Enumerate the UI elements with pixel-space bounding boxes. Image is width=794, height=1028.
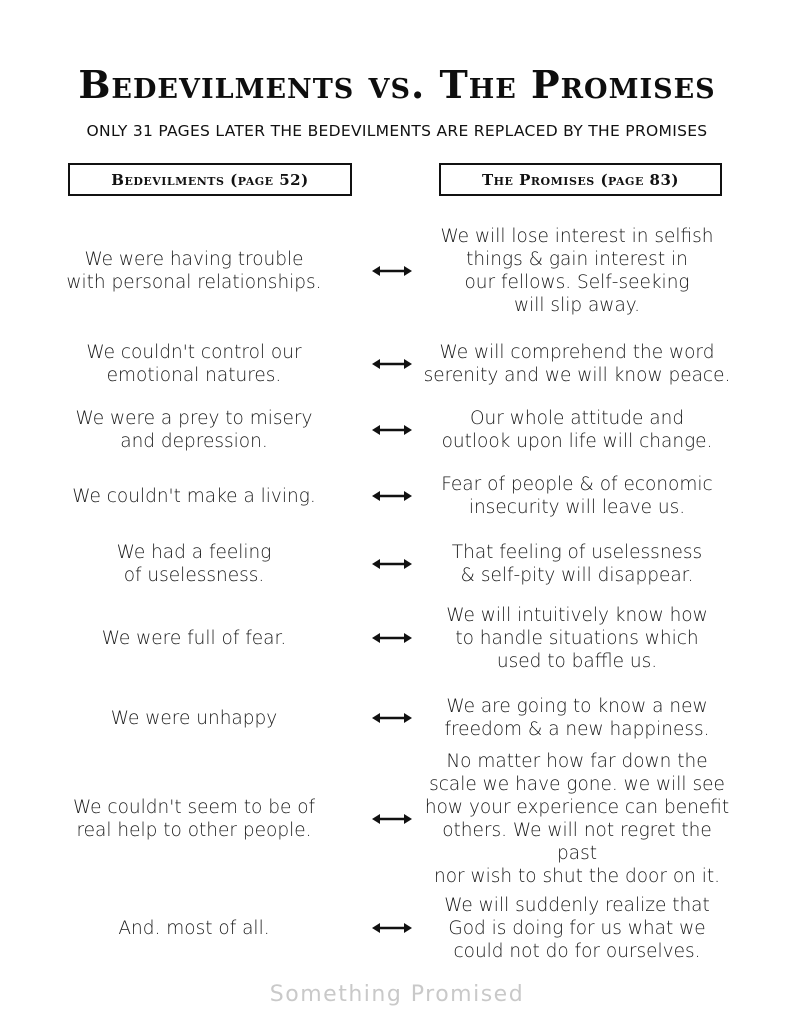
promise-text-content: No matter how far down the scale we have gone. we will see how your experience can benefit others. We will not regret the past nor wish to shut the door on it. — [424, 751, 730, 887]
bedevilment-text — [52, 692, 336, 744]
promise-text — [422, 402, 732, 458]
bedevilment-text — [52, 336, 336, 392]
double-arrow-icon — [372, 358, 412, 370]
promise-text-content: That feeling of uselessness & self-pity will disappear. — [451, 542, 703, 586]
promise-text-content: We are going to know a new freedom & a new happiness. — [444, 696, 710, 740]
footer-watermark: Something Promised — [269, 982, 525, 1007]
promise-text-content: We will lose interest in selfish things & gain interest in our fellows. Self-seeking will slip away. — [440, 226, 714, 316]
double-arrow-icon — [372, 632, 412, 644]
promise-text — [422, 222, 732, 320]
promise-text-content: We will suddenly realize that God is doing for us what we could not do for ourselves. — [444, 894, 710, 962]
comparison-row — [0, 692, 794, 744]
bedevilment-text-content: We were a prey to misery and depression. — [75, 408, 313, 452]
bedevilment-text-content: We had a feeling of uselessness. — [116, 542, 272, 586]
comparison-row — [0, 892, 794, 964]
comparison-row — [0, 402, 794, 458]
promise-text — [422, 692, 732, 744]
comparison-row — [0, 536, 794, 592]
bedevilment-text-content: We couldn't make a living. — [72, 485, 316, 507]
promise-text-content: We will comprehend the word serenity and we will know peace. — [423, 342, 731, 386]
bedevilment-text — [52, 402, 336, 458]
promise-text — [422, 892, 732, 964]
bedevilment-text-content: We were full of fear. — [101, 627, 287, 649]
bedevilment-text — [52, 760, 336, 878]
comparison-row — [0, 470, 794, 522]
bedevilment-text — [52, 536, 336, 592]
bedevilment-text-content: We were having trouble with personal relationships. — [66, 249, 322, 293]
comparison-row — [0, 336, 794, 392]
promise-text-content: We will intuitively know how to handle situations which used to baffle us. — [446, 604, 708, 672]
bedevilment-text-content: And. most of all. — [118, 917, 270, 939]
bedevilment-text — [52, 600, 336, 676]
promise-text-content: Our whole attitude and outlook upon life will change. — [441, 408, 713, 452]
promise-text — [422, 600, 732, 676]
double-arrow-icon — [372, 712, 412, 724]
bedevilment-text-content: We couldn't control our emotional natures. — [86, 342, 302, 386]
double-arrow-icon — [372, 813, 412, 825]
column-header-promises-label: The Promises (page 83) — [481, 170, 680, 189]
bedevilment-text — [52, 470, 336, 522]
page-subtitle: ONLY 31 PAGES LATER THE BEDEVILMENTS ARE REPLACED BY THE PROMISES — [86, 122, 708, 140]
promise-text — [422, 470, 732, 522]
comparison-row — [0, 600, 794, 676]
column-header-bedevilments — [68, 163, 352, 196]
bedevilment-text — [52, 892, 336, 964]
double-arrow-icon — [372, 490, 412, 502]
double-arrow-icon — [372, 922, 412, 934]
promise-text-content: Fear of people & of economic insecurity will leave us. — [441, 474, 713, 518]
promise-text — [422, 536, 732, 592]
page-title: Bedevilments vs. The Promises — [78, 62, 716, 107]
comparison-row — [0, 751, 794, 887]
bedevilment-text-content: We were unhappy — [110, 707, 278, 729]
promise-text — [422, 336, 732, 392]
comparison-row — [0, 222, 794, 320]
column-header-bedevilments-label: Bedevilments (page 52) — [111, 170, 309, 189]
bedevilment-text-content: We couldn't seem to be of real help to other people. — [72, 797, 316, 841]
double-arrow-icon — [372, 265, 412, 277]
promise-text — [422, 751, 732, 887]
column-header-promises — [439, 163, 722, 196]
double-arrow-icon — [372, 424, 412, 436]
bedevilment-text — [52, 222, 336, 320]
double-arrow-icon — [372, 558, 412, 570]
